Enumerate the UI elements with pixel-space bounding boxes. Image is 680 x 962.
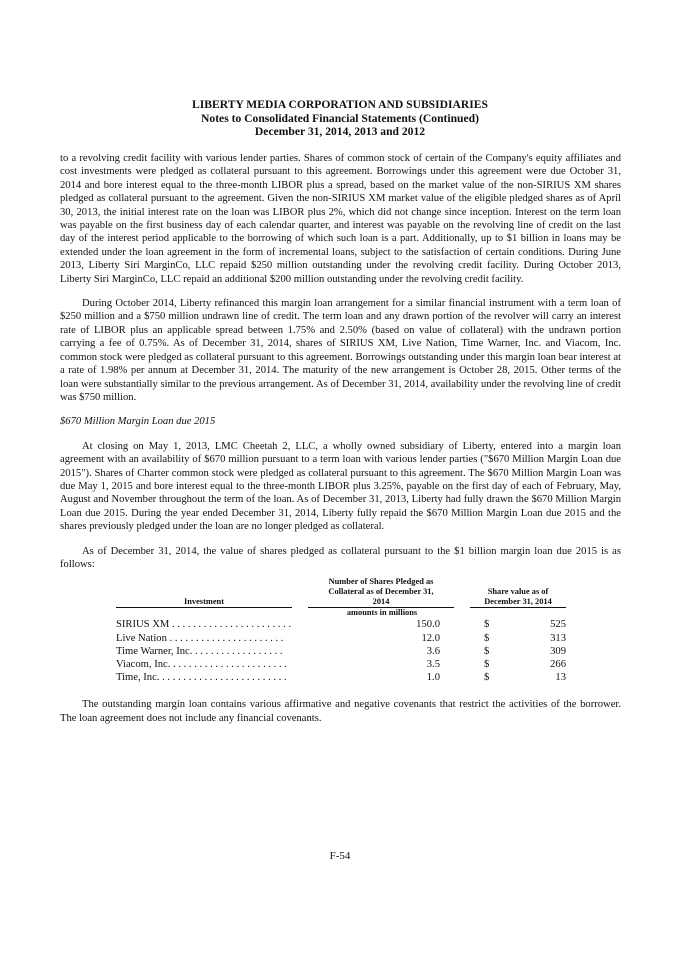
investment-name: Live Nation [116, 632, 167, 644]
collateral-table-wrapper [60, 573, 621, 684]
units-label [308, 608, 566, 619]
header-investment: Investment [116, 573, 292, 608]
shares-pledged-cell: 3.6 [426, 645, 440, 657]
investment-cell [116, 671, 292, 684]
share-value-cell [470, 632, 566, 645]
header-shares-pledged [308, 573, 454, 608]
leader-dots: . . . . . . . . . . . . . . . . . . . . . . . . [162, 672, 287, 684]
leader-dots: . . . . . . . . . . . . . . . . . [195, 645, 283, 657]
share-value-cell [470, 658, 566, 671]
paragraph-4: As of December 31, 2014, the value of shares pledged as collateral pursuant to the $1 billion margin loan due 2015 is as follows: [60, 545, 621, 570]
units-text: amounts in millions [346, 608, 418, 618]
investment-name: Viacom, Inc. [116, 658, 171, 670]
currency-symbol: $ [484, 645, 490, 657]
paragraph-1: to a revolving credit facility with various lender parties. Shares of common stock of certain of the Company's equity affiliates and cost investments were pledged as collateral pursuant to this agreement. Borrowings under this agreement were due October 31, 2014 and bore interest equal to the three-month LIBOR plus a spread, based on the market value of the non-SIRIUS XM shares pledged as collateral pursuant to the agreement. Given the non-SIRIUS XM market value of the eligible pledged shares as of April 30, 2013, the initial interest rate on the loan was LIBOR plus 2%, which did not change since inception. Interest on the term loan was payable on the first business day of each calendar quarter, and interest was payable on the revolving line of credit on the last day of the interest period applicable to the borrowing of which such loan is a part. Additionally, up to $1 billion in loans may be extended under the loan agreement in the form of incremental loans, subject to the satisfaction of certain conditions. During June 2013, Liberty Siri MarginCo, LLC repaid $250 million outstanding under the revolving credit facility. During October 2013, Liberty Siri MarginCo, LLC repaid an additional $200 million outstanding under the revolving credit facility. [60, 153, 621, 285]
investment-name: SIRIUS XM [116, 619, 170, 631]
notes-title: Notes to Consolidated Financial Statements (Continued) [201, 111, 479, 125]
page-body [60, 152, 621, 736]
page-header [0, 98, 680, 139]
header-value-text: Share value as of December 31, 2014 [484, 587, 552, 607]
currency-symbol: $ [484, 658, 490, 670]
collateral-table [116, 573, 566, 684]
share-value-amount: 309 [550, 645, 566, 657]
share-value-amount: 313 [550, 632, 566, 644]
investment-cell [116, 658, 292, 671]
currency-symbol: $ [484, 619, 490, 631]
investment-cell [116, 632, 292, 645]
header-shares-text: Number of Shares Pledged as Collateral as of December 31, 2014 [328, 577, 434, 607]
share-value-amount: 525 [550, 619, 566, 631]
paragraph-3: At closing on May 1, 2013, LMC Cheetah 2, LLC, a wholly owned subsidiary of Liberty, entered into a margin loan agreement with an availability of $670 million pursuant to a term loan with various lender parties ("$670 Million Margin Loan due 2015"). Shares of Charter common stock were pledged as collateral pursuant to this agreement. The $670 Million Margin Loan was due May 1, 2015 and bore interest equal to the three-month LIBOR plus 3.25%, payable on the first day of each of February, May, August and November throughout the term of the loan. As of December 31, 2013, Liberty had fully drawn the $670 Million Margin Loan due 2015. During the year ended December 31, 2014, Liberty fully repaid the $670 Million Margin Loan due 2015 and the shares previously pledged under the loan are no longer pledged as collateral. [60, 440, 621, 533]
investment-cell [116, 618, 292, 631]
investment-name: Time, Inc. [116, 672, 160, 684]
leader-dots: . . . . . . . . . . . . . . . . . . . . . . [169, 632, 284, 644]
paragraph-5: The outstanding margin loan contains various affirmative and negative covenants that restrict the activities of the borrower. The loan agreement does not include any financial covenants. [60, 699, 621, 724]
leader-dots: . . . . . . . . . . . . . . . . . . . . . . [173, 658, 287, 670]
company-title: LIBERTY MEDIA CORPORATION AND SUBSIDIARIES [192, 98, 488, 111]
investment-name: Time Warner, Inc. [116, 645, 193, 657]
table-row [116, 658, 566, 671]
shares-pledged-cell: 12.0 [421, 632, 440, 644]
currency-symbol: $ [484, 632, 490, 644]
currency-symbol: $ [484, 672, 490, 684]
table-row [116, 632, 566, 645]
table-body [116, 618, 566, 684]
paragraph-2: During October 2014, Liberty refinanced this margin loan arrangement for a similar financial instrument with a term loan of $250 million and a $750 million undrawn line of credit. The term loan and any drawn portion of the revolver will carry an interest rate of LIBOR plus an applicable spread between 1.75% and 2.50% (based on value of collateral) with the undrawn portion carrying a fee of 0.75%. As of December 31, 2014, shares of SIRIUS XM, Live Nation, Time Warner, Inc. and Viacom, Inc. common stock were pledged as collateral pursuant to this agreement. Borrowings outstanding under this margin loan bear interest at a rate of 1.98% per annum at December 31, 2014. The maturity of the new arrangement is October 28, 2015. Other terms of the loan were substantially similar to the previous arrangement. As of December 31, 2014, availability under the revolving line of credit was $750 million. [60, 298, 621, 403]
period-title: December 31, 2014, 2013 and 2012 [254, 125, 426, 139]
shares-pledged-cell: 3.5 [426, 658, 440, 670]
section-subheading: $670 Million Margin Loan due 2015 [60, 416, 216, 428]
page-number: F-54 [329, 850, 351, 862]
shares-pledged-cell: 150.0 [416, 619, 440, 631]
table-row [116, 618, 566, 631]
share-value-cell [470, 671, 566, 684]
share-value-amount: 266 [550, 658, 566, 670]
share-value-cell [470, 618, 566, 631]
share-value-cell [470, 645, 566, 658]
investment-cell [116, 645, 292, 658]
leader-dots: . . . . . . . . . . . . . . . . . . . . . . . [171, 619, 292, 631]
header-share-value [470, 573, 566, 608]
shares-pledged-cell: 1.0 [426, 672, 440, 684]
table-row [116, 671, 566, 684]
table-row [116, 645, 566, 658]
share-value-amount: 13 [555, 672, 566, 684]
